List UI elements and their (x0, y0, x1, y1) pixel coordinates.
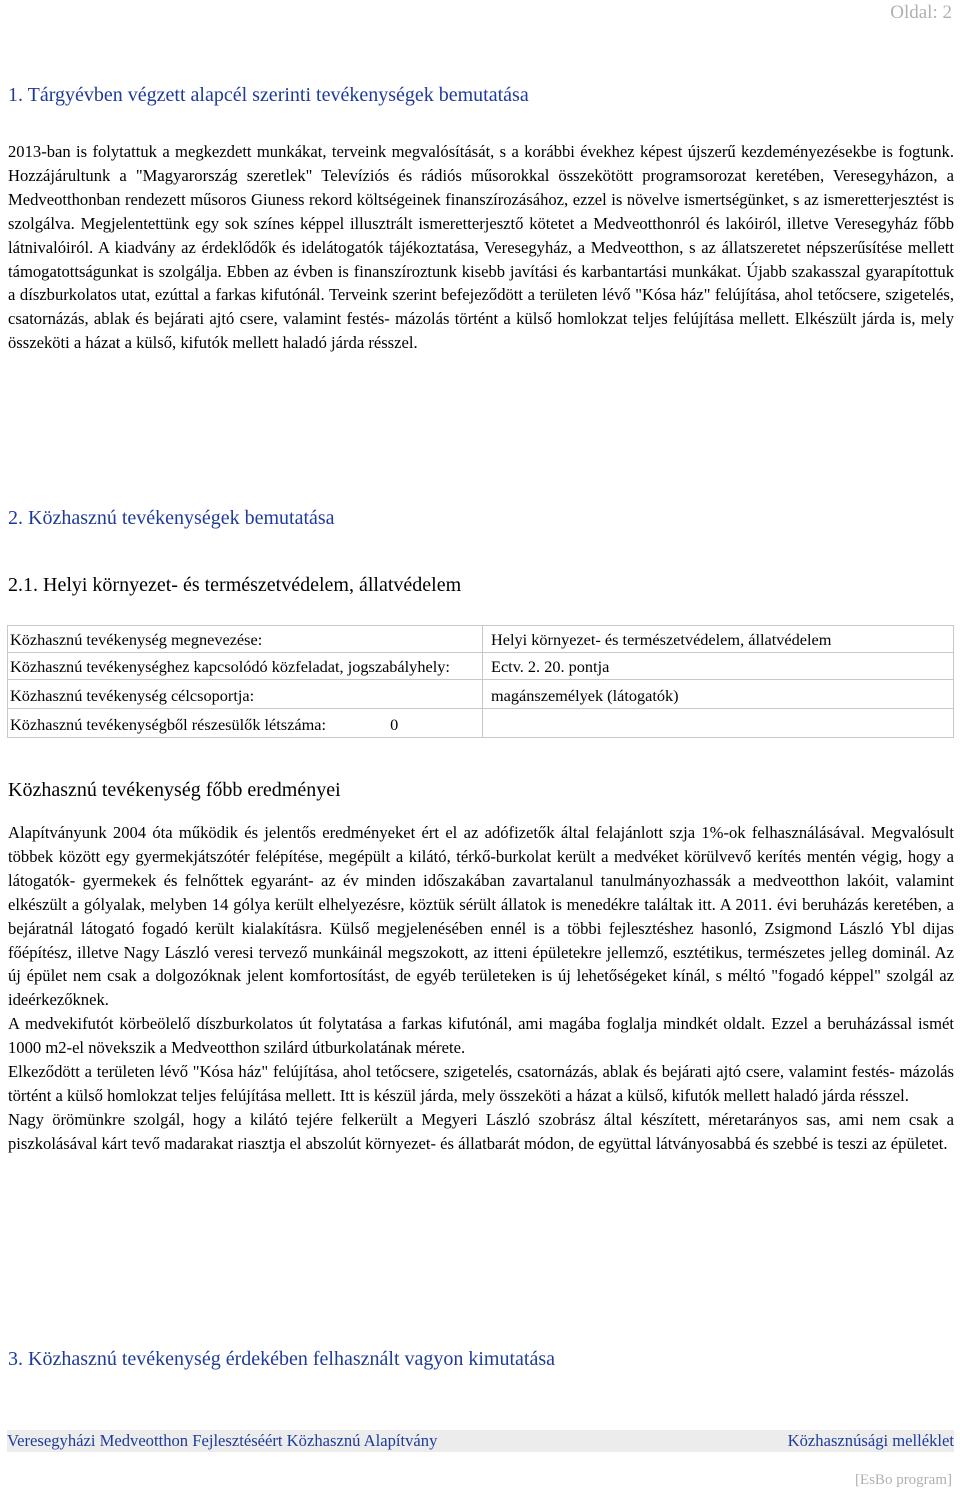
results-paragraph-3: Elkeződött a területen lévő "Kósa ház" felújítása, ahol tetőcsere, szigetelés, csatornázás, ablak és bejárati ajtó csere, valamint festés- mázolás történt a külső homlokzat teljes felújítása mellett. Itt is készül járda, mely összeköti a házat a külső, kifutók mellett haladó járda résszel. (8, 1062, 954, 1105)
section-2-1-title: 2.1. Helyi környezet- és természetvédelem, állatvédelem (8, 574, 462, 596)
table-label-cell: Közhasznú tevékenység megnevezése: (8, 626, 483, 653)
results-paragraph-2: A medvekifutót körbeölelő díszburkolatos út folytatása a farkas kifutónál, ami magába foglalja mindkét oldalt. Ezzel a beruházással ismét 1000 m2-el növekszik a Medveotthon szilárd útburkolatának mérete. (8, 1014, 954, 1058)
program-tag: [EsBo program] (854, 1472, 952, 1488)
table-value-cell: Ectv. 2. 20. pontja (483, 653, 954, 680)
table-label-cell (8, 709, 483, 738)
table-label-cell: Közhasznú tevékenység célcsoportja: (8, 680, 483, 709)
table-value-cell: magánszemélyek (látogatók) (483, 680, 954, 709)
section-1-body (8, 140, 954, 355)
table-row (8, 680, 954, 709)
page-number: Oldal: 2 (890, 2, 952, 23)
table-row (8, 653, 954, 680)
table-empty-cell (483, 709, 954, 738)
results-paragraph-1: Alapítványunk 2004 óta működik és jelentős eredményeket ért el az adófizetők által felajánlott szja 1%-ok felhasználásával. Megvalósult többek között egy gyermekjátszótér felépítése, megépült a kilátó, térkő-burkolat került a medvéket körülvevő kerítés mentén végig, hogy a látogatók- gyermekek és felnőttek egyaránt- az év minden időszakában zavartalanul tanulmányozhassák a medveotthon lakóit, valamint elkészült a gólyalak, melyben 14 gólya került elhelyezésre, köztük sérült állatok is menedékre találtak itt. A 2011. évi beruházás keretében, a bejáratnál látogató fogadó került kialakításra. Külső megjelenésében ennél is a többi fejlesztéshez hasonló, Zsigmond László Ybl dijas főépítész, illetve Nagy László veresi tervező munkáinál megszokott, az itteni épületekre jellemző, esztétikus, természetes jelleg dominál. Az új épület nem csak a dolgozóknak jelent komfortosítást, de egyéb területeken is új lehetőségeket kínál, s méltó "fogadó képpel" szolgál az ideérkezőknek. (8, 823, 954, 1010)
table-value-text: 0 (390, 715, 399, 734)
table-label-cell: Közhasznú tevékenységhez kapcsolódó közfeladat, jogszabályhely: (8, 653, 483, 680)
results-paragraph-4: Nagy örömünkre szolgál, hogy a kilátó tejére felkerült a Megyeri László szobrász által készített, méretarányos sas, ami nem csak a piszkolásával kárt tevő madarakat riasztja el abszolút környezet- és állatbarát módon, de együttal látványosabbá és szebbé is teszi az épületet. (8, 1109, 954, 1153)
results-title: Közhasznú tevékenység főbb eredményei (8, 779, 341, 801)
footer-organization: Veresegyházi Medveotthon Fejlesztéséért Közhasznú Alapítvány (7, 1431, 438, 1450)
activity-info-table (7, 625, 954, 738)
section-3-title: 3. Közhasznú tevékenység érdekében felhasznált vagyon kimutatása (8, 1348, 556, 1370)
footer-document-type: Közhasznúsági melléklet (787, 1431, 954, 1450)
section-1-title: 1. Tárgyévben végzett alapcél szerinti tevékenységek bemutatása (8, 84, 529, 106)
page-footer (7, 1430, 954, 1452)
table-label-text: Közhasznú tevékenységből részesülők létszáma: (10, 715, 327, 734)
section-2-title: 2. Közhasznú tevékenységek bemutatása (8, 507, 335, 529)
table-row (8, 626, 954, 653)
results-body (8, 821, 954, 1156)
table-value-cell: Helyi környezet- és természetvédelem, állatvédelem (483, 626, 954, 653)
section-1-paragraph: 2013-ban is folytattuk a megkezdett munkákat, terveink megvalósítását, s a korábbi évekhez képest újszerű kezdeményezésekbe is fogtunk. Hozzájárultunk a "Magyarország szeretlek" Televíziós és rádiós műsorokkal összekötött programsorozat keretében, Veresegyházon, a Medveotthonban rendezett műsoros Giuness rekord költségeinek finanszírozásához, ezzel is növelve ismertségünket, s az ismeretterjesztést is szolgálva. Megjelentettünk egy sok színes képpel illusztrált ismeretterjesztő kötetet a Medveotthonról és lakóiról, illetve Veresegyház főbb látnivalóiról. A kiadvány az érdeklődők és idelátogatók tájékoztatása, Veresegyház, a Medveotthon, s az állatszeretet népszerűsítése mellett támogatottságunkat is szolgálja. Ebben az évben is finanszíroztunk kisebb javítási és karbantartási munkákat. Újabb szakasszal gyarapítottuk a díszburkolatos utat, ezúttal a farkas kifutónál. Terveink szerint befejeződött a területen lévő "Kósa ház" felújítása, ahol tetőcsere, szigetelés, csatornázás, ablak és bejárati ajtó csere, valamint festés- mázolás történt a külső homlokzat teljes felújítása mellett. Elkészült járda is, mely összeköti a házat a külső, kifutók mellett haladó járda résszel. (8, 142, 954, 353)
table-row (8, 709, 954, 738)
